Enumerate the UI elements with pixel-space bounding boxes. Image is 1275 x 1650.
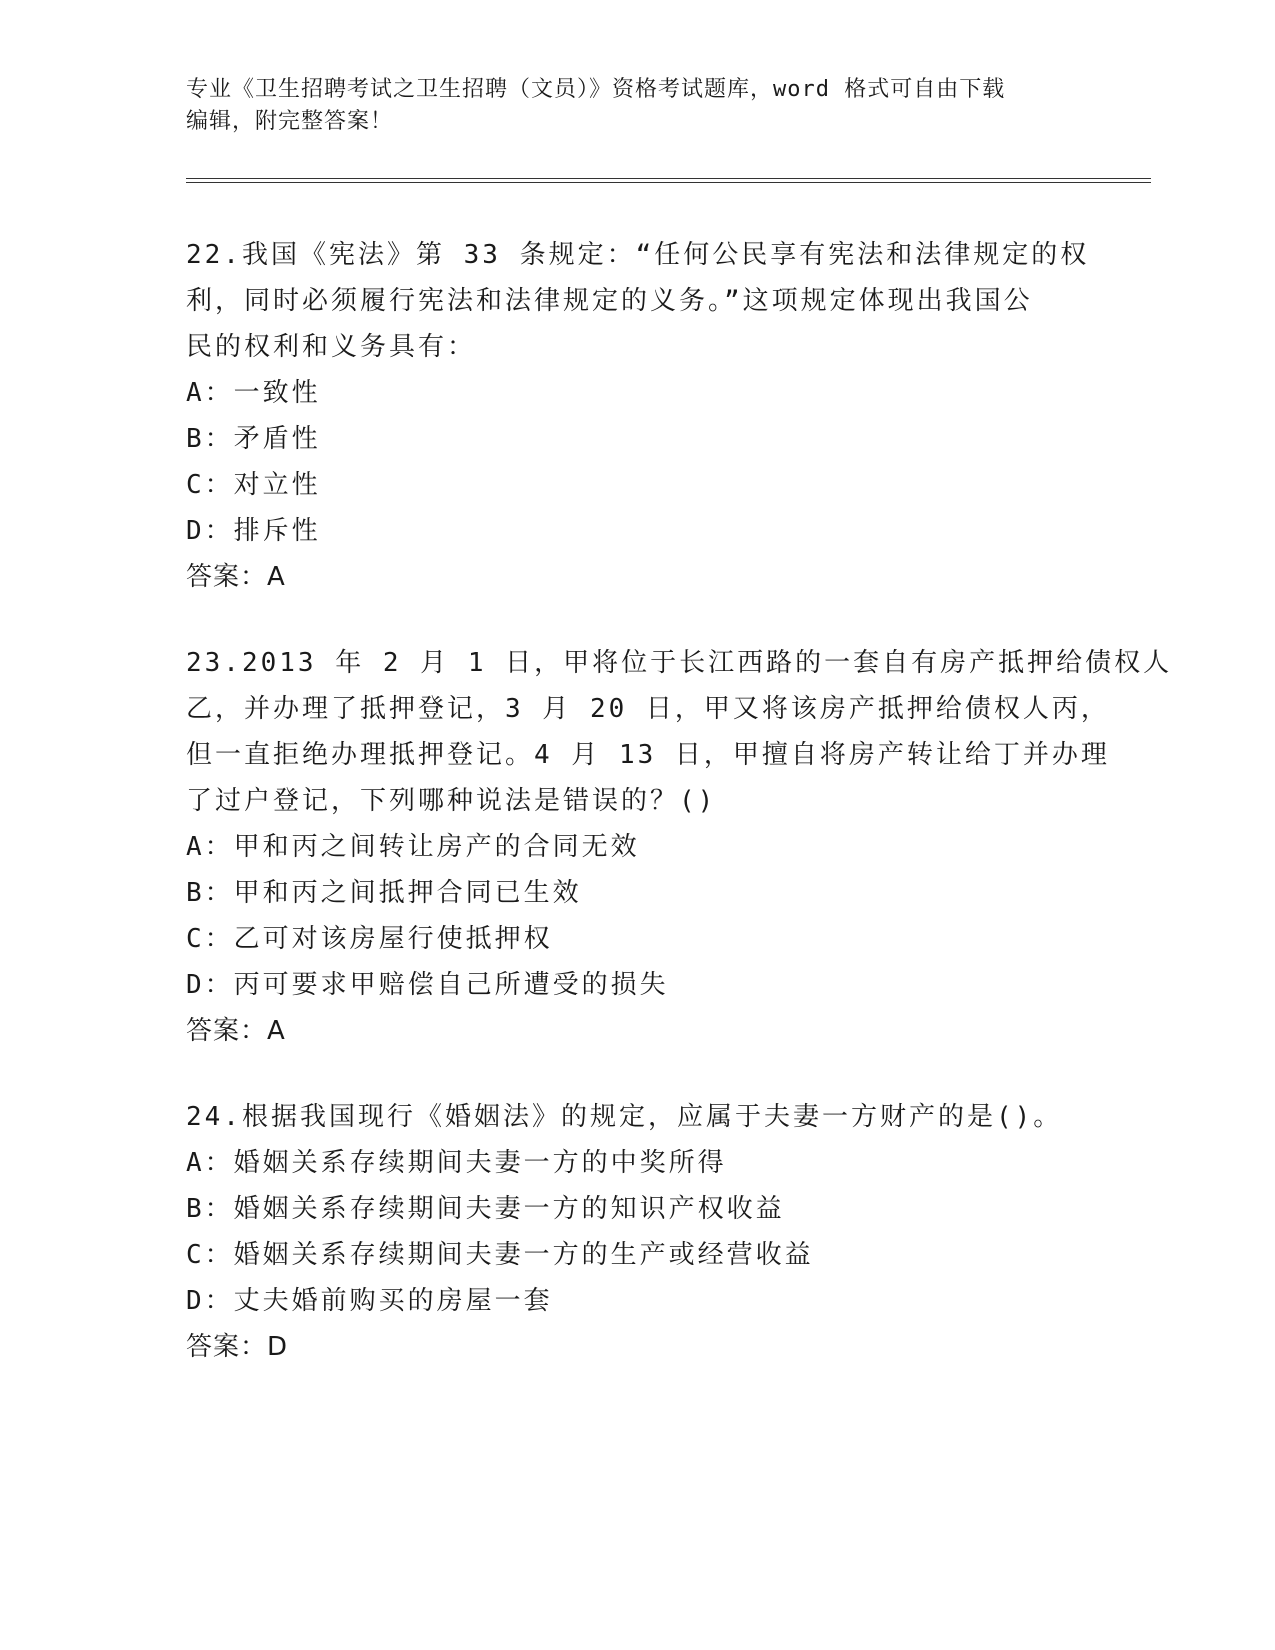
- question-23: [186, 640, 1173, 1054]
- header-line-1: 专业《卫生招聘考试之卫生招聘（文员）》资格考试题库，word 格式可自由下载: [186, 77, 1006, 102]
- question-24: [186, 1094, 1086, 1370]
- option-b: B：矛盾性: [186, 424, 321, 454]
- option-a: A：甲和丙之间转让房产的合同无效: [186, 832, 640, 862]
- answer: 答案：A: [186, 562, 286, 592]
- question-list: [186, 232, 1173, 1410]
- stem-line: 23.2013 年 2 月 1 日，甲将位于长江西路的一套自有房产抵押给债权人: [186, 648, 1173, 678]
- option-b: B：婚姻关系存续期间夫妻一方的知识产权收益: [186, 1194, 785, 1224]
- option-d: D：丙可要求甲赔偿自己所遭受的损失: [186, 970, 669, 1000]
- stem-line: 了过户登记，下列哪种说法是错误的？(): [186, 786, 717, 816]
- page-header: [186, 74, 1066, 138]
- stem-line: 24.根据我国现行《婚姻法》的规定，应属于夫妻一方财产的是()。: [186, 1102, 1063, 1132]
- stem-line: 乙，并办理了抵押登记，3 月 20 日，甲又将该房产抵押给债权人丙，: [186, 694, 1110, 724]
- answer: 答案：A: [186, 1016, 286, 1046]
- option-a: A：一致性: [186, 378, 321, 408]
- stem-line: 但一直拒绝办理抵押登记。4 月 13 日，甲擅自将房产转让给丁并办理: [186, 740, 1110, 770]
- option-a: A：婚姻关系存续期间夫妻一方的中奖所得: [186, 1148, 727, 1178]
- option-d: D：排斥性: [186, 516, 321, 546]
- header-divider: [186, 178, 1151, 183]
- option-c: C：乙可对该房屋行使抵押权: [186, 924, 553, 954]
- option-c: C：婚姻关系存续期间夫妻一方的生产或经营收益: [186, 1240, 814, 1270]
- question-stem: [186, 640, 1173, 824]
- question-22: [186, 232, 1090, 600]
- question-stem: [186, 232, 1090, 370]
- stem-line: 利，同时必须履行宪法和法律规定的义务。”这项规定体现出我国公: [186, 286, 1033, 316]
- answer: 答案：D: [186, 1332, 289, 1362]
- option-d: D：丈夫婚前购买的房屋一套: [186, 1286, 553, 1316]
- stem-line: 民的权利和义务具有：: [186, 332, 477, 362]
- question-stem: [186, 1094, 1086, 1140]
- option-c: C：对立性: [186, 470, 321, 500]
- stem-line: 22.我国《宪法》第 33 条规定：“任何公民享有宪法和法律规定的权: [186, 240, 1090, 270]
- option-b: B：甲和丙之间抵押合同已生效: [186, 878, 582, 908]
- header-line-2: 编辑，附完整答案！: [186, 109, 394, 134]
